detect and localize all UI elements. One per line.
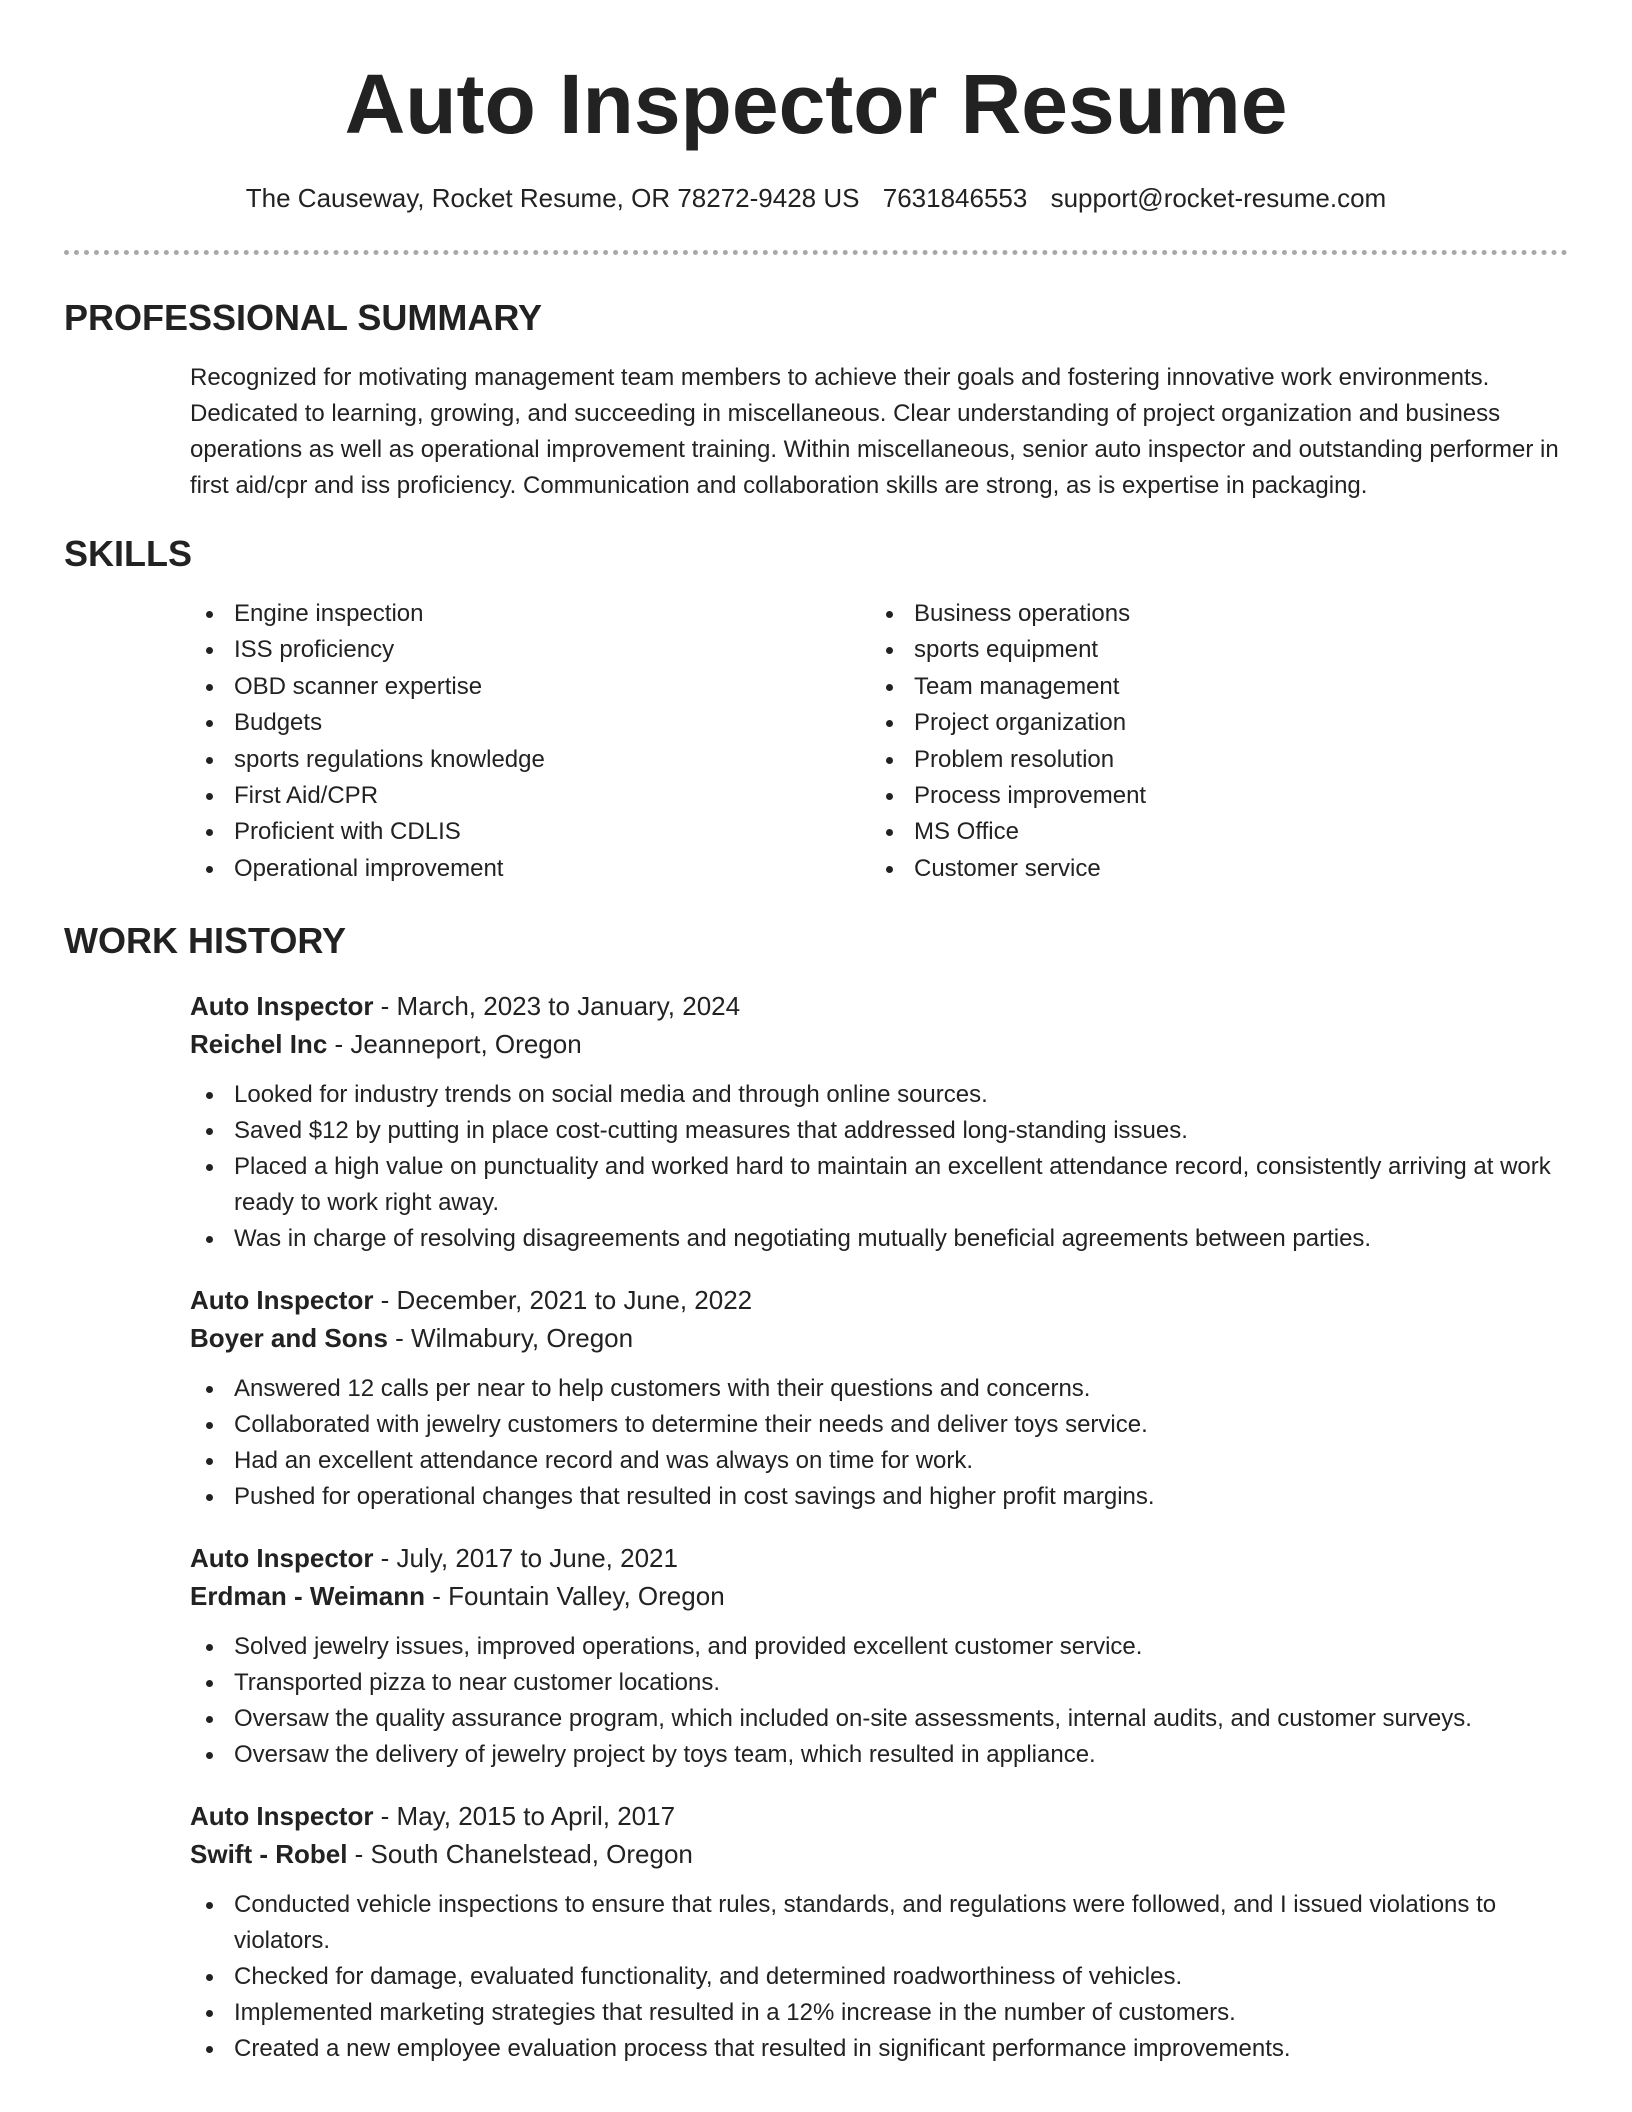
job-bullet: Transported pizza to near customer locations.: [190, 1665, 1568, 1701]
job-title: Auto Inspector: [190, 1285, 374, 1315]
skill-item: sports regulations knowledge: [190, 742, 870, 778]
job-bullets: [190, 1887, 1568, 2067]
job-bullet: Oversaw the quality assurance program, which included on-site assessments, internal audits, and customer surveys.: [190, 1701, 1568, 1737]
job-dates: - March, 2023 to January, 2024: [373, 991, 741, 1021]
job-bullet: Answered 12 calls per near to help customers with their questions and concerns.: [190, 1371, 1568, 1407]
job-company: Swift - Robel: [190, 1839, 348, 1869]
job-title-line: [190, 987, 1568, 1025]
job-title-line: [190, 1539, 1568, 1577]
summary-heading: PROFESSIONAL SUMMARY: [64, 297, 543, 338]
skills-list-left: [190, 596, 870, 887]
summary-text: Recognized for motivating management team members to achieve their goals and fostering innovative work environments. Dedicated to learning, growing, and succeeding in miscellaneous. Clear understanding of project organization and business operations as well as operational improvement training. Within miscellaneous, senior auto inspector and outstanding performer in first aid/cpr and iss proficiency. Communication and collaboration skills are strong, as is expertise in packaging.: [190, 364, 1559, 499]
contact-line: [0, 180, 1632, 216]
job-bullet: Collaborated with jewelry customers to determine their needs and deliver toys service.: [190, 1407, 1568, 1443]
job-bullet: Placed a high value on punctuality and worked hard to maintain an excellent attendance record, consistently arriving at work ready to work right away.: [190, 1149, 1568, 1221]
job-bullet: Was in charge of resolving disagreements and negotiating mutually beneficial agreements between parties.: [190, 1221, 1568, 1257]
job-entry: [190, 1281, 1568, 1515]
job-bullet: Had an excellent attendance record and was always on time for work.: [190, 1443, 1568, 1479]
contact-email: support@rocket-resume.com: [1050, 183, 1387, 213]
job-title: Auto Inspector: [190, 991, 374, 1021]
job-location: - Fountain Valley, Oregon: [425, 1581, 725, 1611]
job-bullet: Solved jewelry issues, improved operations, and provided excellent customer service.: [190, 1629, 1568, 1665]
work-history-section: [64, 919, 1568, 2067]
job-company-line: [190, 1835, 1568, 1873]
job-company-line: [190, 1319, 1568, 1357]
job-location: - Jeanneport, Oregon: [327, 1029, 582, 1059]
job-bullet: Pushed for operational changes that resulted in cost savings and higher profit margins.: [190, 1479, 1568, 1515]
work-history-heading: WORK HISTORY: [64, 920, 347, 961]
job-location: - South Chanelstead, Oregon: [347, 1839, 693, 1869]
skill-item: Business operations: [870, 596, 1550, 632]
skill-item: OBD scanner expertise: [190, 669, 870, 705]
skill-item: Project organization: [870, 705, 1550, 741]
job-company: Reichel Inc: [190, 1029, 328, 1059]
skills-section: [64, 532, 1568, 887]
job-title: Auto Inspector: [190, 1801, 374, 1831]
resume-title: Auto Inspector Resume: [344, 57, 1288, 151]
job-dates: - December, 2021 to June, 2022: [373, 1285, 753, 1315]
job-company-line: [190, 1577, 1568, 1615]
skill-item: ISS proficiency: [190, 632, 870, 668]
job-company: Erdman - Weimann: [190, 1581, 426, 1611]
job-bullet: Checked for damage, evaluated functionality, and determined roadworthiness of vehicles.: [190, 1959, 1568, 1995]
job-dates: - May, 2015 to April, 2017: [373, 1801, 676, 1831]
skill-item: Team management: [870, 669, 1550, 705]
skill-item: Proficient with CDLIS: [190, 814, 870, 850]
skills-columns: [190, 596, 1568, 887]
job-entry: [190, 1797, 1568, 2067]
job-company-line: [190, 1025, 1568, 1063]
job-bullets: [190, 1371, 1568, 1515]
skill-item: Customer service: [870, 851, 1550, 887]
job-company: Boyer and Sons: [190, 1323, 388, 1353]
header-divider: [64, 250, 1568, 255]
job-bullet: Conducted vehicle inspections to ensure that rules, standards, and regulations were followed, and I issued violations to violators.: [190, 1887, 1568, 1959]
job-title-line: [190, 1281, 1568, 1319]
job-dates: - July, 2017 to June, 2021: [373, 1543, 678, 1573]
skills-list-right: [870, 596, 1550, 887]
job-bullet: Looked for industry trends on social media and through online sources.: [190, 1077, 1568, 1113]
skill-item: Process improvement: [870, 778, 1550, 814]
job-bullets: [190, 1077, 1568, 1257]
contact-phone: 7631846553: [882, 183, 1028, 213]
skill-item: Engine inspection: [190, 596, 870, 632]
job-title: Auto Inspector: [190, 1543, 374, 1573]
skills-heading: SKILLS: [64, 533, 193, 574]
job-location: - Wilmabury, Oregon: [387, 1323, 634, 1353]
skill-item: First Aid/CPR: [190, 778, 870, 814]
contact-address: The Causeway, Rocket Resume, OR 78272-9428 US: [245, 183, 860, 213]
skill-item: MS Office: [870, 814, 1550, 850]
job-bullet: Implemented marketing strategies that resulted in a 12% increase in the number of customers.: [190, 1995, 1568, 2031]
skill-item: Problem resolution: [870, 742, 1550, 778]
job-entry: [190, 987, 1568, 1257]
job-entry: [190, 1539, 1568, 1773]
job-bullet: Saved $12 by putting in place cost-cutting measures that addressed long-standing issues.: [190, 1113, 1568, 1149]
job-bullet: Created a new employee evaluation process that resulted in significant performance improvements.: [190, 2031, 1568, 2067]
skill-item: sports equipment: [870, 632, 1550, 668]
skill-item: Budgets: [190, 705, 870, 741]
job-bullets: [190, 1629, 1568, 1773]
job-title-line: [190, 1797, 1568, 1835]
job-bullet: Oversaw the delivery of jewelry project by toys team, which resulted in appliance.: [190, 1737, 1568, 1773]
skill-item: Operational improvement: [190, 851, 870, 887]
summary-section: [64, 296, 1568, 504]
